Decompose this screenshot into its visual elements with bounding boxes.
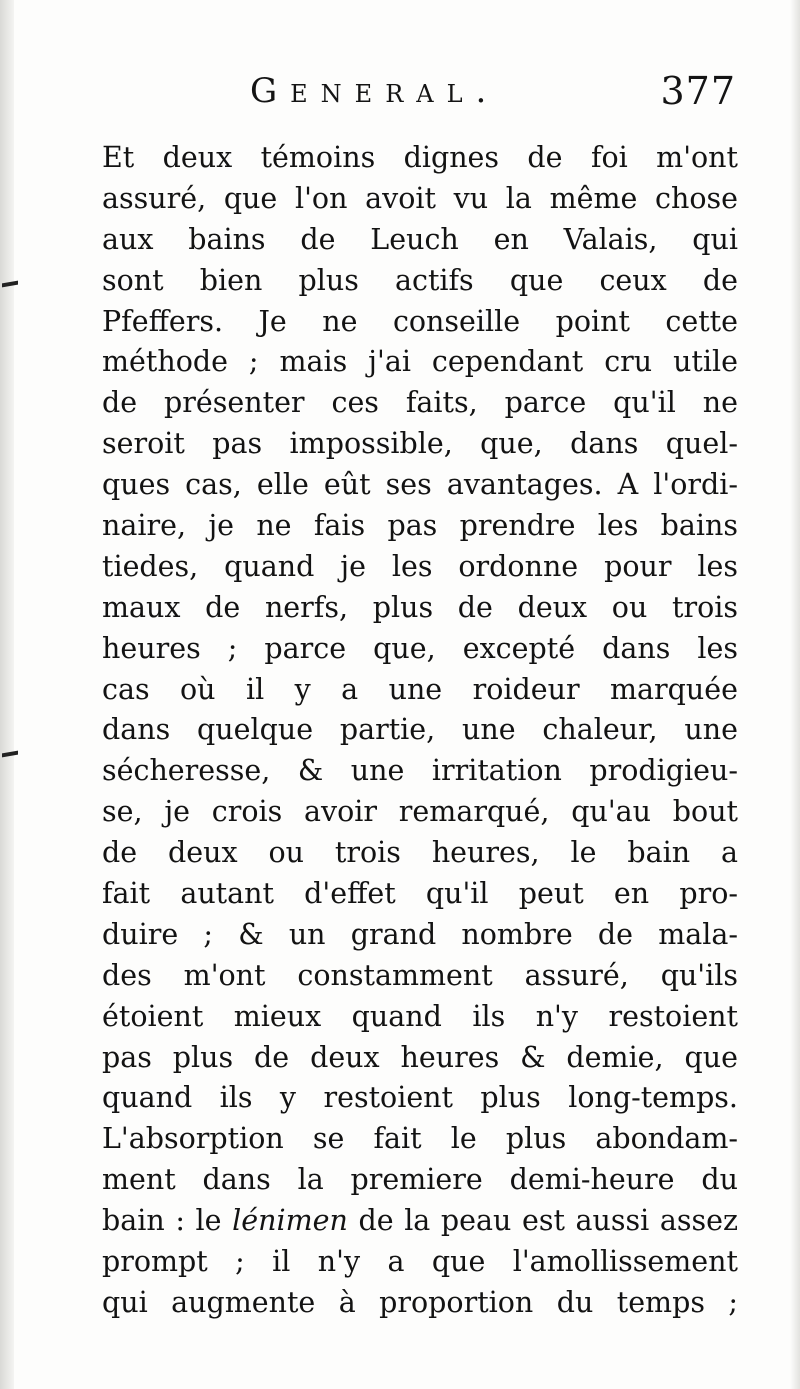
text-line: duire ; & un grand nombre de mala-	[102, 917, 738, 951]
text-line: tiedes, quand je les ordonne pour les	[102, 549, 738, 583]
text-line: Pfeffers. Je ne conseille point cette	[102, 304, 738, 338]
text-line: de présenter ces faits, parce qu'il ne	[102, 386, 738, 420]
text-line: L'absorption se fait le plus abondam-	[102, 1122, 738, 1156]
page-header	[250, 66, 740, 116]
text-line: seroit pas impossible, que, dans quel-	[102, 427, 738, 461]
text-line: heures ; parce que, excepté dans les	[102, 631, 738, 665]
text-line: ment dans la premiere demi-heure du	[102, 1163, 738, 1197]
line-text: de la peau est aussi assez	[358, 1204, 738, 1238]
text-line: Et deux témoins dignes de foi m'ont	[102, 141, 738, 174]
text-line: naire, je ne fais pas prendre les bains	[102, 509, 738, 543]
text-line: prompt ; il n'y a que l'amollissement	[102, 1245, 738, 1279]
text-line: qui augmente à proportion du temps ;	[102, 1285, 738, 1319]
running-title: General.	[250, 71, 500, 111]
page-right-edge	[790, 0, 800, 1389]
italic-word: lénimen	[232, 1204, 348, 1238]
text-line: des m'ont constamment assuré, qu'ils	[102, 958, 738, 992]
text-line: assuré, que l'on avoit vu la même chose	[102, 181, 738, 215]
text-line: aux bains de Leuch en Valais, qui	[102, 222, 738, 256]
text-line: méthode ; mais j'ai cependant cru utile	[102, 345, 738, 379]
body-text	[102, 138, 738, 1324]
text-line: sécheresse, & une irritation prodigieu-	[102, 754, 738, 788]
text-line: ques cas, elle eût ses avantages. A l'ordi-	[102, 468, 738, 502]
text-line: pas plus de deux heures & demie, que	[102, 1040, 738, 1074]
text-line: dans quelque partie, une chaleur, une	[102, 713, 738, 747]
text-line: quand ils y restoient plus long-temps.	[102, 1081, 738, 1115]
text-line: cas où il y a une roideur marquée	[102, 672, 738, 706]
text-line: sont bien plus actifs que ceux de	[102, 263, 738, 297]
text-line: se, je crois avoir remarqué, qu'au bout	[102, 795, 738, 829]
line-text: bain : le	[102, 1204, 222, 1238]
text-line: fait autant d'effet qu'il peut en pro-	[102, 877, 738, 911]
page-number: 377	[660, 69, 736, 113]
text-line: étoient mieux quand ils n'y restoient	[102, 999, 738, 1033]
text-line: maux de nerfs, plus de deux ou trois	[102, 590, 738, 624]
text-line	[102, 1201, 738, 1242]
page-left-edge	[0, 0, 14, 1389]
text-line: de deux ou trois heures, le bain a	[102, 836, 738, 870]
